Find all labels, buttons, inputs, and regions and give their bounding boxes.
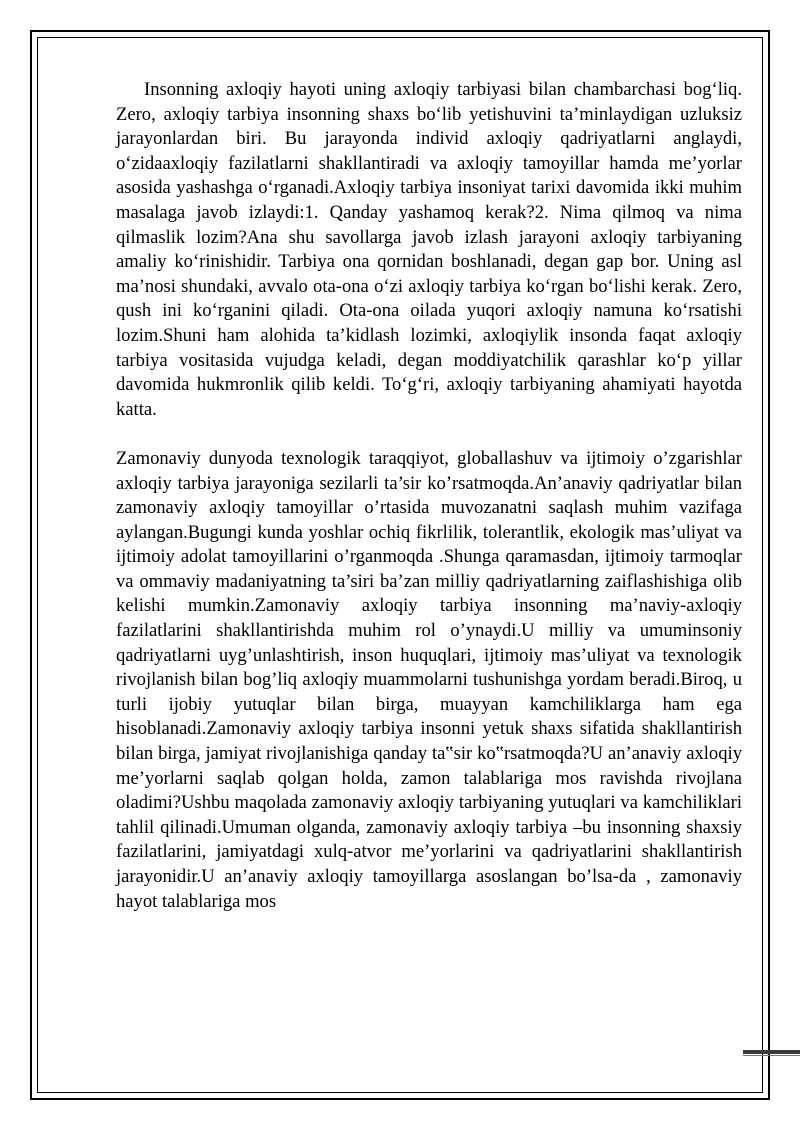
corner-ornament — [743, 1050, 800, 1054]
document-body — [116, 78, 742, 914]
corner-ornament-line — [743, 1055, 800, 1056]
paragraph-2: Zamonaviy dunyoda texnologik taraqqiyot, globallashuv va ijtimoiy o’zgarishlar axloqiy tarbiya jarayoniga sezilarli ta’sir ko’rsatmoqda.An’anaviy qadriyatlar bilan zamonaviy axloqiy tamoyillar o’rtasida muvozanatni saqlash muhim vazifaga aylangan.Bugungi kunda yoshlar ochiq fikrlilik, tolerantlik, ekologik mas’uliyat va ijtimoiy adolat tamoyillarini o’rganmoqda .Shunga qaramasdan, ijtimoiy tarmoqlar va ommaviy madaniyatning ta’siri ba’zan milliy qadriyatlarning zaiflashishiga olib kelishi mumkin.Zamonaviy axloqiy tarbiya insonning ma’naviy-axloqiy fazilatlarini shakllantirishda muhim rol o’ynaydi.U milliy va umuminsoniy qadriyatlarni uyg’unlashtirish, inson huquqlari, ijtimoiy mas’uliyat va texnologik rivojlanish bilan bog’liq axloqiy muammolarni tushunishga yordam beradi.Biroq, u turli ijobiy yutuqlar bilan birga, muayyan kamchiliklarga ham ega hisoblanadi.Zamonaviy axloqiy tarbiya insonni yetuk shaxs sifatida shakllantirish bilan birga, jamiyat rivojlanishiga qanday ta‟sir ko‟rsatmoqda?U an’anaviy axloqiy me’yorlarni saqlab qolgan holda, zamon talablariga mos ravishda rivojlana oladimi?Ushbu maqolada zamonaviy axloqiy tarbiyaning yutuqlari va kamchiliklari tahlil qilinadi.Umuman olganda, zamonaviy axloqiy tarbiya –bu insonning shaxsiy fazilatlarini, jamiyatdagi xulq-atvor me’yorlarini va qadriyatlarini shakllantirish jarayonidir.U an’anaviy axloqiy tamoyillarga asoslangan bo’lsa-da , zamonaviy hayot talablariga mos — [116, 447, 742, 912]
paragraph-1: Insonning axloqiy hayoti uning axloqiy tarbiyasi bilan chambarchasi bog‘liq. Zero, axloqiy tarbiya insonning shaxs bo‘lib yetishuvini ta’minlaydigan uzluksiz jarayonlardan biri. Bu jarayonda individ axloqiy qadriyatlarni anglaydi, o‘zidaaxloqiy fazilatlarni shakllantiradi va axloqiy tamoyillar hamda me’yorlar asosida yashashga o‘rganadi.Axloqiy tarbiya insoniyat tarixi davomida ikki muhim masalaga javob izlaydi:1. Qanday yashamoq kerak?2. Nima qilmoq va nima qilmaslik lozim?Ana shu savollarga javob izlash jarayoni axloqiy tarbiyaning amaliy ko‘rinishidir. Tarbiya ona qornidan boshlanadi, degan gap bor. Uning asl ma’nosi shundaki, avvalo ota-ona o‘zi axloqiy tarbiya ko‘rgan bo‘lishi kerak. Zero, qush ini ko‘rganini qiladi. Ota-ona oilada yuqori axloqiy namuna ko‘rsatishi lozim.Shuni ham alohida ta’kidlash lozimki, axloqiylik insonda faqat axloqiy tarbiya vositasida vujudga keladi, degan moddiyatchilik qarashlar ko‘p yillar davomida hukmronlik qilib keldi. To‘g‘ri, axloqiy tarbiyaning ahamiyati hayotda katta. — [116, 79, 742, 420]
